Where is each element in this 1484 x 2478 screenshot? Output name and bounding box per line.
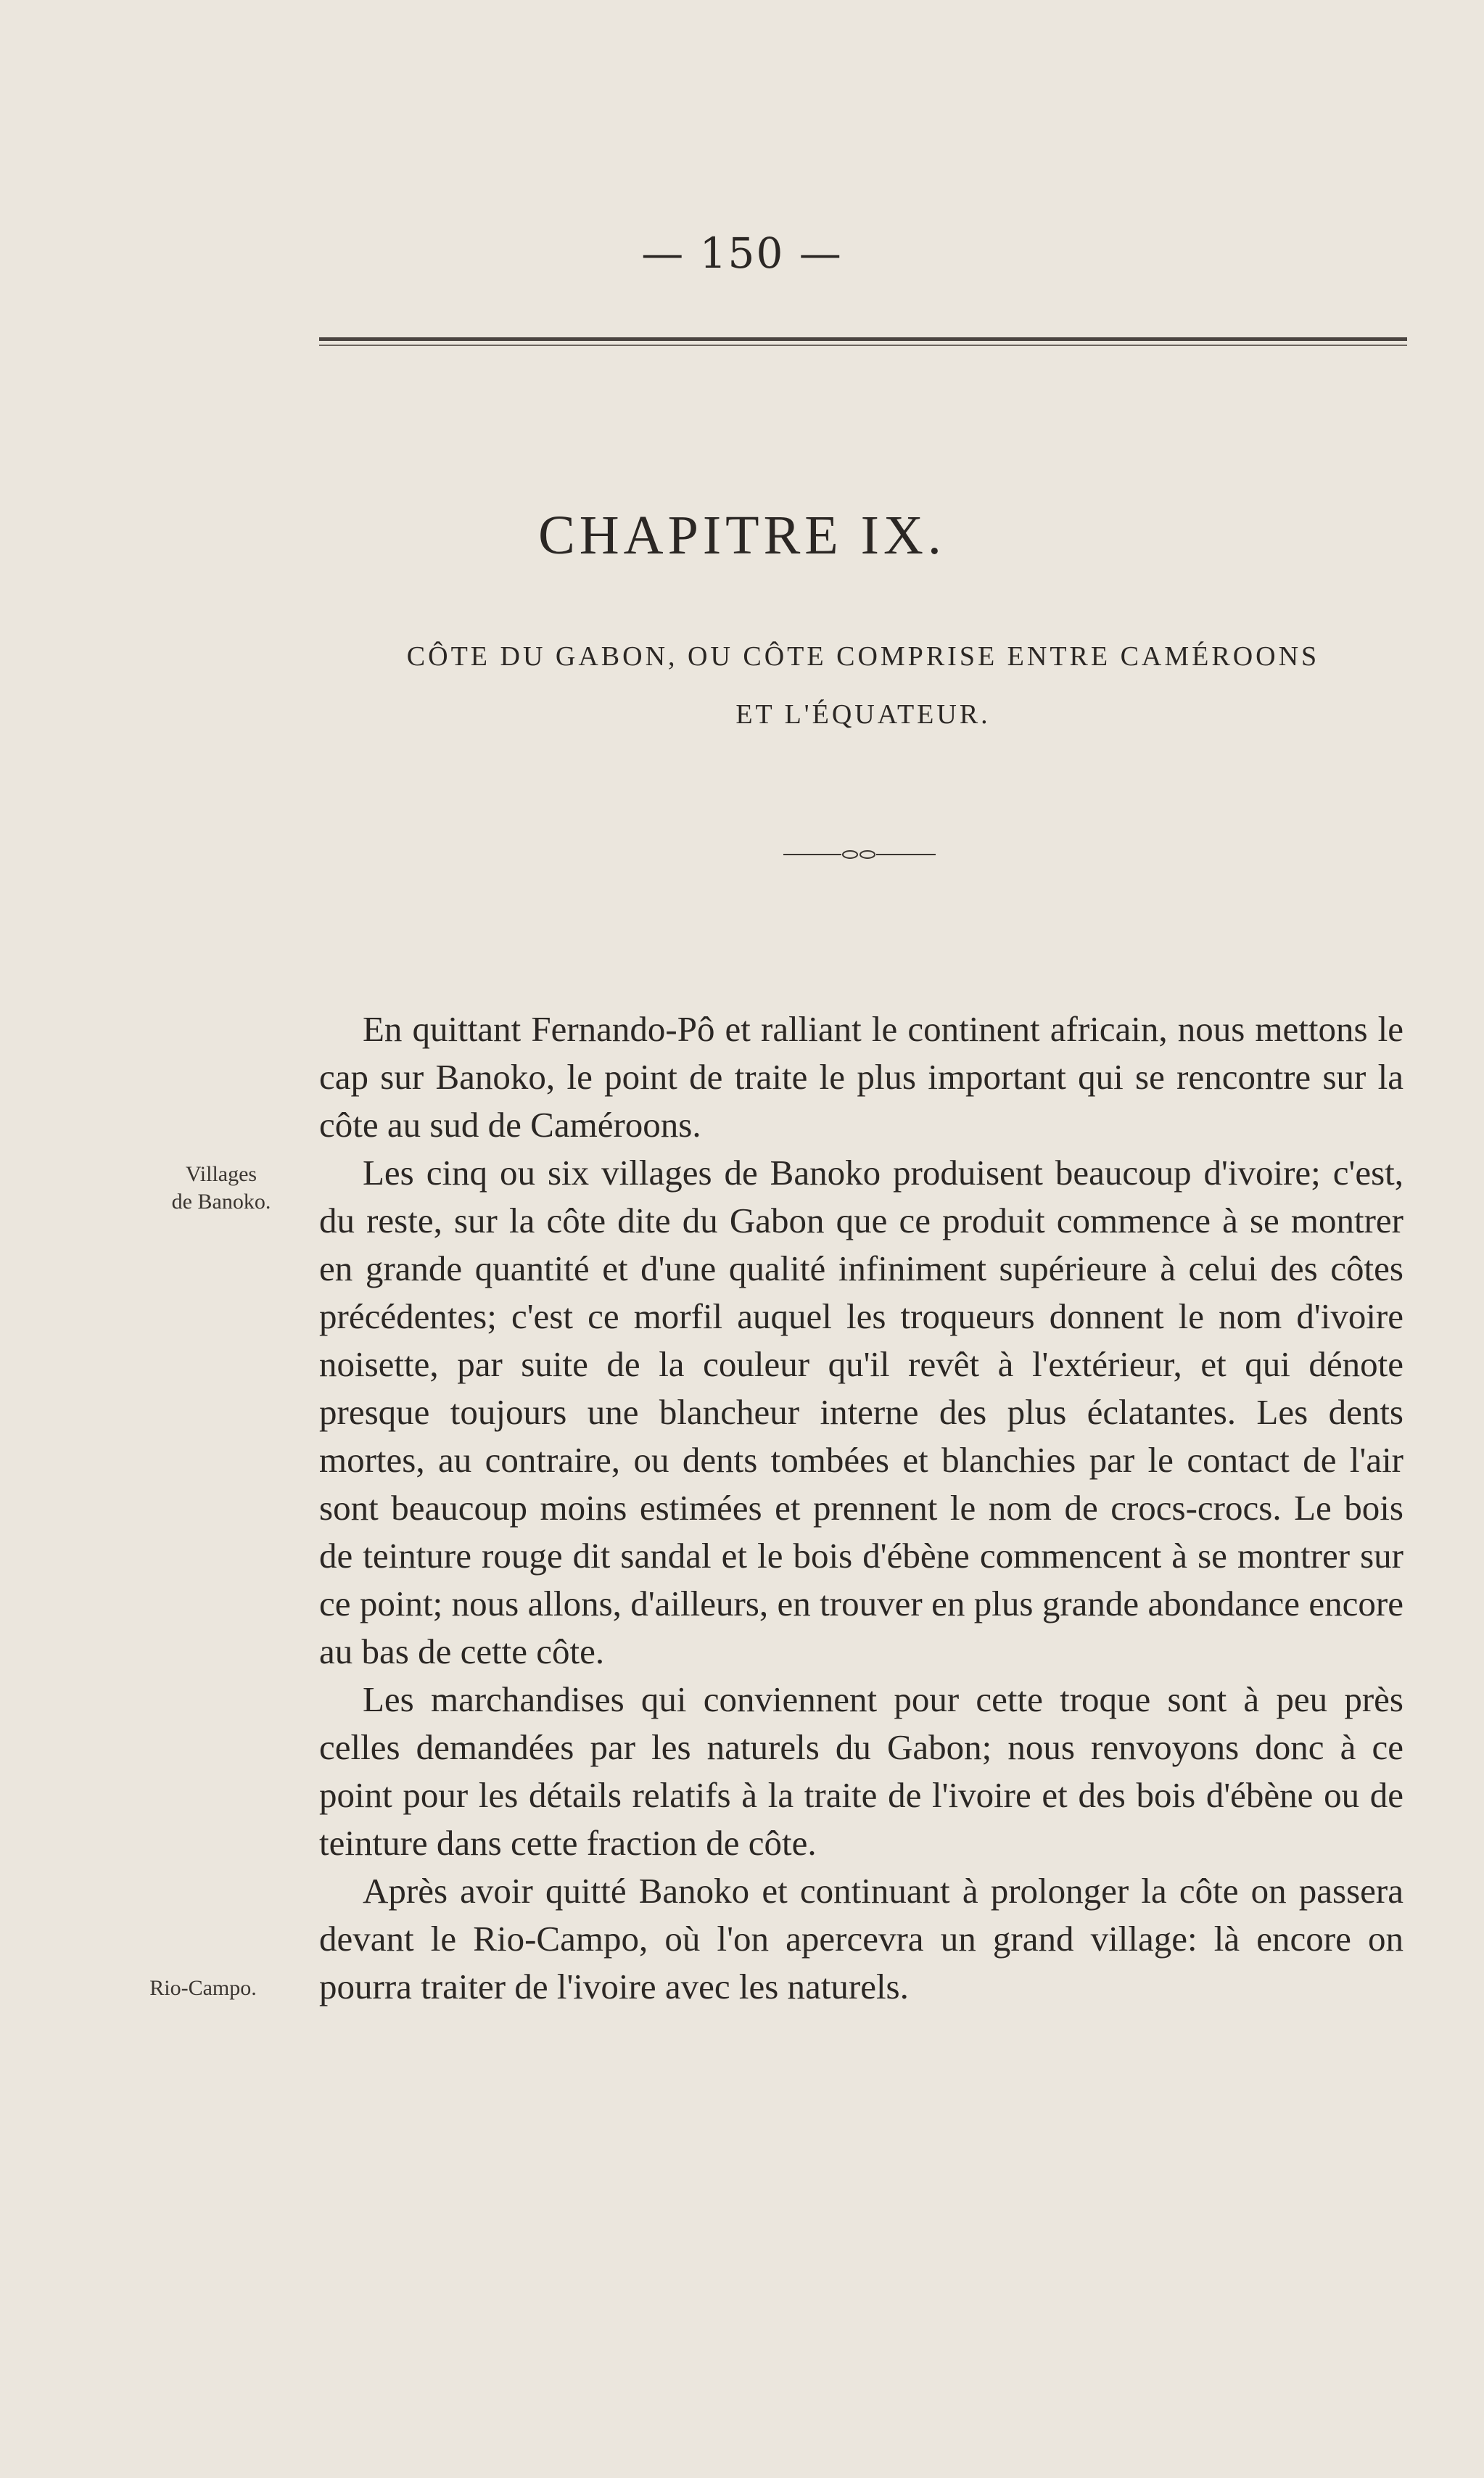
margin-note-villages-line-2: de Banoko. — [171, 1190, 271, 1214]
chapter-subtitle-line-2: ET L'ÉQUATEUR. — [735, 699, 991, 730]
body-text — [319, 1005, 1403, 2011]
margin-note-rio-campo: Rio-Campo. — [149, 1976, 257, 2000]
margin-note-villages-line-1: Villages — [185, 1162, 257, 1186]
margin-note-villages — [152, 1161, 290, 1216]
chapter-subtitle — [348, 627, 1378, 744]
paragraph-3: Les marchandises qui conviennent pour cette troque sont à peu près celles demandées par les naturels du Gabon; nous renvoyons donc à ce point pour les détails relatifs à la traite de l'ivoire et des bois d'ébène ou de teinture dans cette fraction de côte. — [319, 1679, 1403, 1863]
header-rule — [319, 337, 1407, 341]
chapter-title: CHAPITRE IX. — [538, 505, 946, 566]
paragraph-1: En quittant Fernando-Pô et ralliant le continent africain, nous mettons le cap sur Banoko, le point de traite le plus important qui se rencontre sur la côte au sud de Caméroons. — [319, 1009, 1403, 1145]
paragraph-2: Les cinq ou six villages de Banoko produisent beaucoup d'ivoire; c'est, du reste, sur la côte dite du Gabon que ce produit commence à se montrer en grande quantité et d'une qualité infiniment supérieure à celui des côtes précédentes; c'est ce morfil auquel les troqueurs donnent le nom d'ivoire noisette, par suite de la couleur qu'il revêt à l'extérieur, et qui dénote presque toujours une blancheur interne des plus éclatantes. Les dents mortes, au contraire, ou dents tombées et blanchies par le contact de l'air sont beaucoup moins estimées et prennent le nom de crocs-crocs. Le bois de teinture rouge dit sandal et le bois d'ébène commencent à se montrer sur ce point; nous allons, d'ailleurs, en trouver en plus grande abondance encore au bas de cette côte. — [319, 1153, 1403, 1671]
paragraph-4: Après avoir quitté Banoko et continuant à prolonger la côte on passera devant le Rio-Campo, où l'on apercevra un grand village: là encore on pourra traiter de l'ivoire avec les naturels. — [319, 1871, 1403, 2006]
ornament-divider — [783, 847, 936, 862]
header-rule-thin — [319, 345, 1407, 346]
page-number: — 150 — — [641, 229, 843, 278]
chapter-subtitle-line-1: CÔTE DU GABON, OU CÔTE COMPRISE ENTRE CAMÉROONS — [406, 641, 1320, 672]
